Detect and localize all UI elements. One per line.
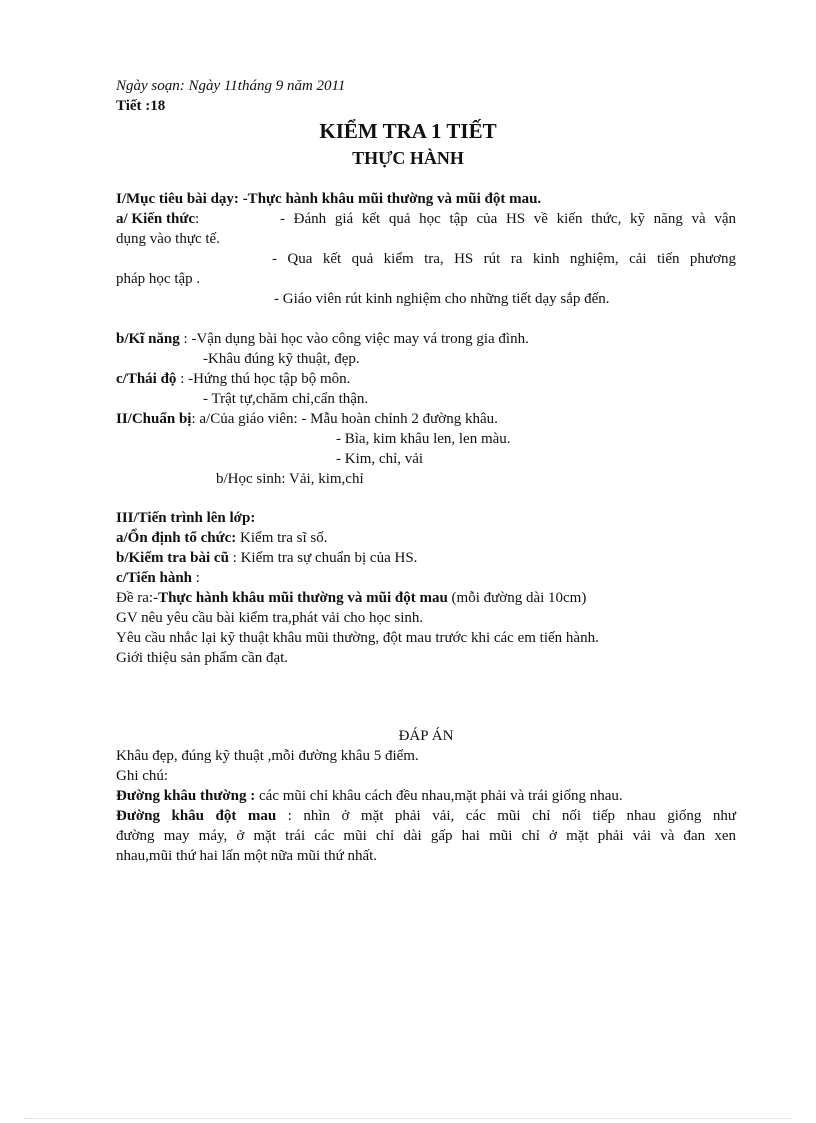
requirement-line: Yêu cầu nhắc lại kỹ thuật khâu mũi thường, đột mau trước khi các em tiến hành. (116, 630, 599, 646)
backstitch-text1: : nhìn ở mặt phải vải, các mũi chỉ nối tiếp nhau giống như (276, 808, 736, 824)
regular-stitch-label: Đường khâu thường : (116, 788, 256, 804)
answer-line1: Khâu đẹp, đúng kỹ thuật ,mỗi đường khâu 5 điểm. (116, 748, 419, 764)
procedure-heading: III/Tiến trình lên lớp: (116, 510, 256, 526)
procedure-a-value: Kiểm tra sĩ số. (236, 530, 328, 546)
date-line: Ngày soạn: Ngày 11tháng 9 năm 2011 (116, 78, 346, 94)
attitude-line1 (116, 369, 350, 389)
section1-heading-line (116, 189, 541, 209)
knowledge-line3: - Giáo viên rút kinh nghiệm cho những tiết dạy sắp đến. (274, 291, 610, 307)
knowledge-label: a/ Kiến thức (116, 211, 195, 227)
knowledge-colon: : (195, 211, 200, 227)
teacher-instruction: GV nêu yêu cầu bài kiểm tra,phát vải cho học sinh. (116, 610, 424, 626)
procedure-b-label: b/Kiểm tra bài cũ (116, 550, 229, 566)
procedure-c-line (116, 568, 200, 588)
exam-task-note: (mỗi đường dài 10cm) (447, 590, 587, 606)
skill-label: b/Kĩ năng (116, 331, 180, 347)
attitude-label: c/Thái độ (116, 371, 177, 387)
backstitch-line3: nhau,mũi thứ hai lấn một nữa mũi thứ nhất. (116, 848, 378, 864)
lesson-number: Tiết :18 (116, 98, 166, 114)
preparation-teacher: : a/Của giáo viên: - Mẫu hoàn chỉnh 2 đường khâu. (191, 411, 498, 427)
attitude-line2: - Trật tự,chăm chỉ,cẩn thận. (203, 391, 369, 407)
backstitch-label: Đường khâu đột mau (116, 808, 277, 824)
preparation-heading: II/Chuẩn bị (116, 411, 192, 427)
preparation-teacher-item3: - Kim, chỉ, vải (336, 451, 424, 467)
exam-task-prefix: Đề ra:- (116, 590, 159, 606)
skill-line2: -Khâu đúng kỹ thuật, đẹp. (203, 351, 360, 367)
regular-stitch-text: các mũi chỉ khâu cách đều nhau,mặt phải và trái giống nhau. (255, 788, 623, 804)
backstitch-line2: đường may máy, ở mặt trái các mũi chỉ dài gấp hai mũi chỉ ở mặt phải vải và đan xen (116, 828, 736, 844)
procedure-a-label: a/Ổn định tổ chức: (116, 530, 237, 546)
procedure-b-value: : Kiểm tra sự chuẩn bị của HS. (228, 550, 418, 566)
regular-stitch-line (116, 786, 623, 806)
skill-line1 (116, 329, 529, 349)
page-bottom-divider (24, 1118, 792, 1119)
answer-heading: ĐÁP ÁN (398, 728, 454, 744)
exam-task-line (116, 588, 586, 608)
knowledge-label-line (116, 209, 199, 229)
section1-heading-value: -Thực hành khâu mũi thường và mũi đột mau. (242, 191, 542, 207)
exam-task-bold: Thực hành khâu mũi thường và mũi đột mau (158, 590, 448, 606)
preparation-student: b/Học sinh: Vải, kim,chỉ (216, 471, 364, 487)
knowledge-line2-cont: pháp học tập . (116, 271, 201, 287)
procedure-c-value: : (192, 570, 200, 586)
answer-note-label: Ghi chú: (116, 768, 169, 784)
section1-heading: I/Mục tiêu bài dạy: (116, 191, 239, 207)
sub-title: THỰC HÀNH (352, 148, 464, 168)
attitude-text1: : -Hứng thú học tập bộ môn. (176, 371, 351, 387)
main-title: KIỂM TRA 1 TIẾT (319, 119, 497, 143)
procedure-c-label: c/Tiến hành (116, 570, 193, 586)
knowledge-line1: - Đánh giá kết quả học tập của HS về kiến thức, kỹ năng và vận (280, 211, 736, 227)
skill-text1: : -Vận dụng bài học vào công việc may vá trong gia đình. (179, 331, 529, 347)
procedure-a-line (116, 528, 328, 548)
knowledge-line1-cont: dụng vào thực tế. (116, 231, 220, 247)
preparation-line1 (116, 409, 498, 429)
product-intro-line: Giới thiệu sản phẩm cần đạt. (116, 650, 289, 666)
backstitch-line1 (116, 806, 736, 826)
procedure-b-line (116, 548, 417, 568)
knowledge-line2: - Qua kết quả kiểm tra, HS rút ra kinh nghiệm, cải tiến phương (272, 251, 736, 267)
preparation-teacher-item2: - Bìa, kim khâu len, len màu. (336, 431, 511, 447)
